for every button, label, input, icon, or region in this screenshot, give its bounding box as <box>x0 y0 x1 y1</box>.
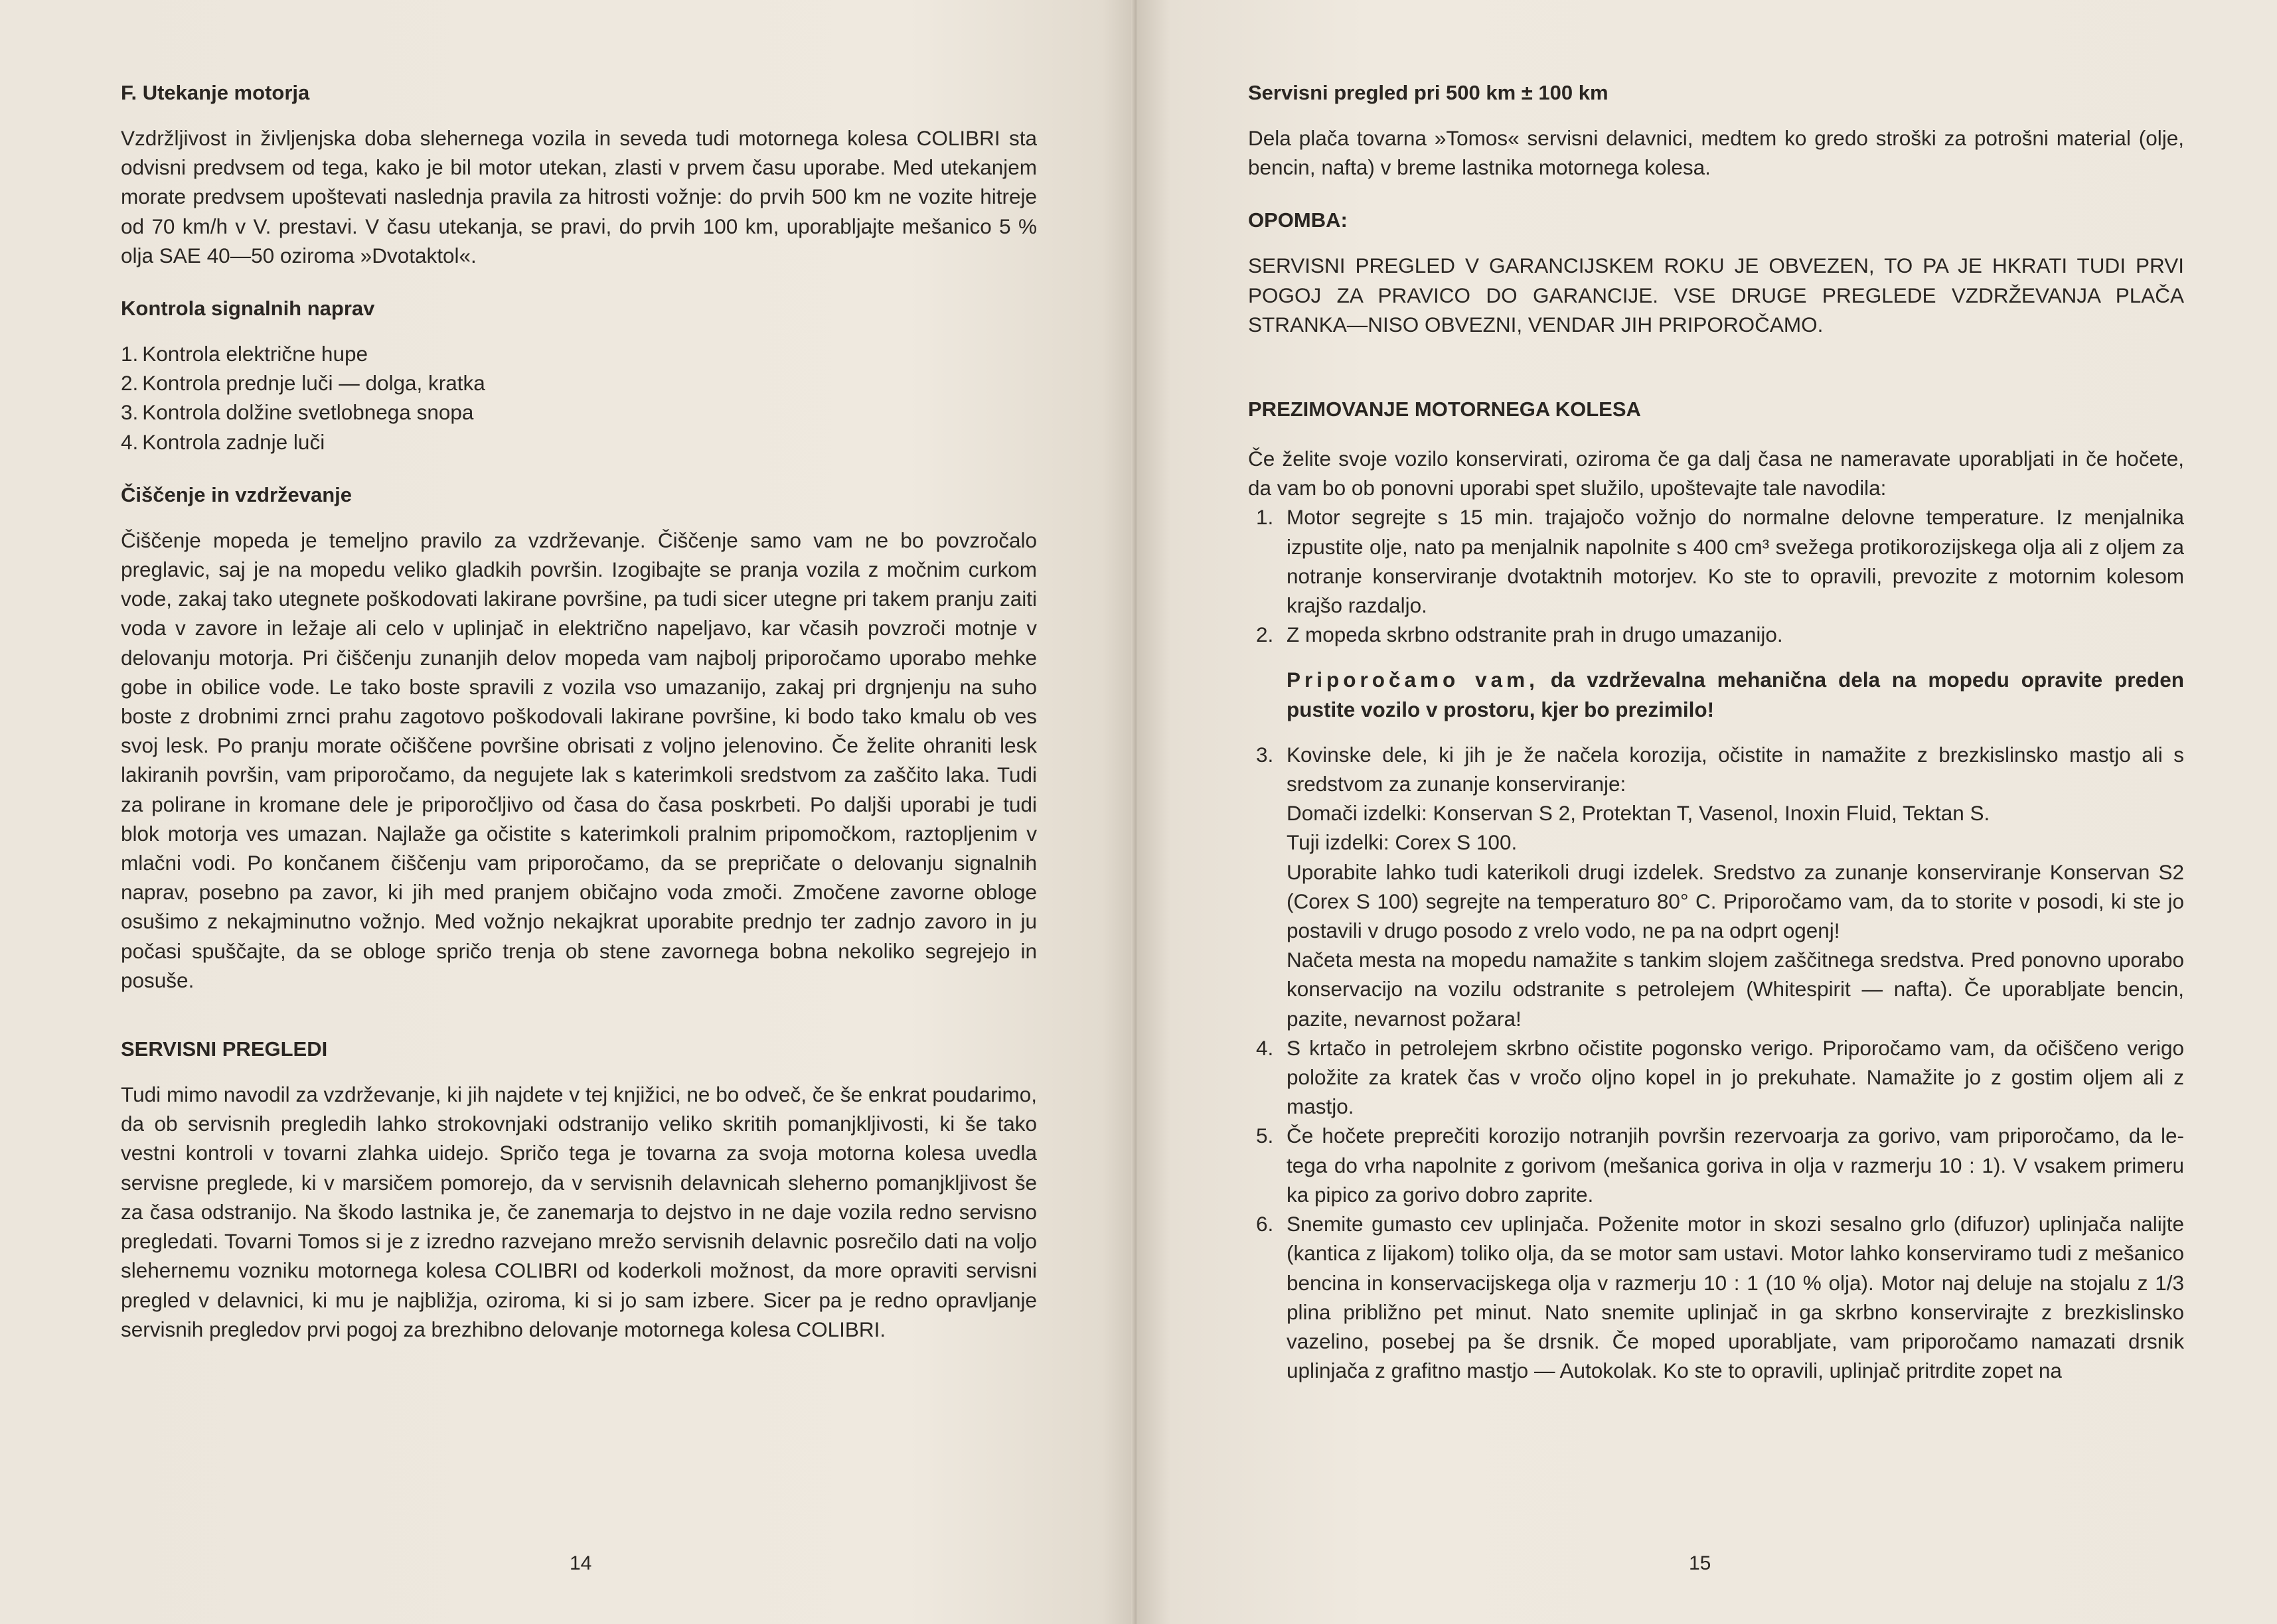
right-page <box>1137 0 2277 1624</box>
paragraph-service-500km: Dela plača tovarna »Tomos« servisni delavnici, medtem ko gredo stroški za potrošni material (olje, bencin, nafta) v breme lastnika motornega kolesa. <box>1248 126 2184 180</box>
recommendation-note: Priporočamo vam, da vzdrževalna mehanična dela na mopedu opravite preden pustite vozilo v prostoru, kjer bo prezimilo! <box>1287 668 2184 721</box>
list-item: 3. Kontrola dolžine svetlobnega snopa <box>121 400 474 425</box>
list-item-detail: Načeta mesta na mopedu namažite s tankim slojem zaščitnega sredstva. Pred ponovno uporabo konservacijo na vozilu odstranite s petrolejem (Whitespirit — nafta). Če uporabljate bencin, pazite, nevarnost požara! <box>1287 948 2184 1031</box>
list-item: 6. Snemite gumasto cev uplinjača. Poženite motor in skozi sesalno grlo (difuzor) uplinjača nalijte (kantica z lijakom) toliko olja, da se motor sam ustavi. Motor lahko konserviramo tudi z mešanico bencina in konservacijskega olja v razmerju 10 : 1 (10 % olja). Motor naj deluje na stojalu z 1/3 plina približno pet minut. Nato snemite uplinjač in ga skrbno konservirajte z brezkislinsko vazelino, posebej pa še drsnik. Če moped uporabljate, vam priporočamo namazati drsnik uplinjača z grafitno mastjo — Autokolak. Ko ste to opravili, uplinjač pritrdite zopet na <box>1256 1212 2184 1383</box>
winter-steps-b <box>1248 740 2184 1385</box>
heading-break-in: F. Utekanje motorja <box>121 81 310 104</box>
paragraph-break-in: Vzdržljivost in življenjska doba slehernega vozila in seveda tudi motornega kolesa COLIBRI sta odvisni predvsem od tega, kako je bil motor utekan, zlasti v prvem času uporabe. Med utekanjem morate predvsem upoštevati naslednja pravila za hitrosti vožnje: do prvih 500 km ne vozite hitreje od 70 km/h v V. prestavi. V času utekanja, se pravi, do prvih 100 km, uporabljajte mešanico 5 % olja SAE 40—50 oziroma »Dvotaktol«. <box>121 126 1037 267</box>
paragraph-note: SERVISNI PREGLED V GARANCIJSKEM ROKU JE OBVEZEN, TO PA JE HKRATI TUDI PRVI POGOJ ZA PRAVICO DO GARANCIJE. VSE DRUGE PREGLEDE VZDRŽEVANJA PLAČA STRANKA—NISO OBVEZNI, VENDAR JIH PRIPOROČAMO. <box>1248 254 2184 336</box>
winter-steps-a <box>1248 502 2184 649</box>
left-column <box>121 78 1037 1344</box>
paragraph-service-inspections: Tudi mimo navodil za vzdrževanje, ki jih najdete v tej knjižici, ne bo odveč, če še enkrat poudarimo, da ob servisnih pregledih lahko strokovnjaki odstranijo veliko skritih pomanjkljivosti, ki še tako vestni kontroli v tovarni zlahka uidejo. Spričo tega je tovarna za svoja motorna kolesa uvedla servisne preglede, ki v marsičem pomorejo, da v servisnih delavnicah sleherno pomanjkljivost še za časa odstranijo. Na škodo lastnika je, če zanemarja to dejstvo in ne daje vozila redno servisno pregledati. Tovarni Tomos si je z izredno razvejano mrežo servisnih delavnic posrečilo dati na voljo slehernemu vozniku motornega kolesa COLIBRI od koderkoli možnost, da more opraviti servisni pregled v delavnici, ki mu je najbližja, oziroma, ki si jo sam izbere. Sicer pa je redno opravljanje servisnih pregledov prvi pogoj za brezhibno delovanje motornega kolesa COLIBRI. <box>121 1082 1037 1341</box>
list-item: 5. Če hočete preprečiti korozijo notranjih površin rezervoarja za gorivo, vam priporočamo, da le-tega do vrha napolnite z gorivom (mešanica goriva in olja v razmerju 10 : 1). V vsakem primeru ka pipico za gorivo dobro zaprite. <box>1256 1124 2184 1207</box>
paragraph-winter-intro: Če želite svoje vozilo konservirati, oziroma če ga dalj časa ne nameravate uporabljati in če hočete, da vam bo ob ponovni uporabi spet služilo, upoštevajte tale navodila: <box>1248 447 2184 500</box>
heading-cleaning: Čiščenje in vzdrževanje <box>121 482 353 506</box>
heading-winter-storage: PREZIMOVANJE MOTORNEGA KOLESA <box>1248 398 1641 421</box>
list-item: 1. Motor segrejte s 15 min. trajajočo vožnjo do normalne delovne temperature. Iz menjalnika izpustite olje, nato pa menjalnik napolnite s 400 cm³ svežega protikorozijskega olja ali z oljem za notranje konserviranje dvotaktnih motorjev. Ko ste to opravili, prevozite z motornim kolesom krajšo razdaljo. <box>1256 505 2184 618</box>
list-item: 3. Kovinske dele, ki jih je že načela korozija, očistite in namažite z brezkislinsko mastjo ali s sredstvom za zunanje konserviranje: Domači izdelki: Konservan S 2, Protektan T, Vasenol, Inoxin Fluid, Tektan S. Tuji izdelki: Corex S 100. Uporabite lahko tudi katerikoli drugi izdelek. Sredstvo za zunanje konserviranje Konservan S2 (Corex S 100) segrejte na temperaturo 80° C. Priporočamo vam, da to storite v posodi, ki ste jo postavili v drugo posodo z vrelo vodo, ne pa na odprt ogenj! Načeta mesta na mopedu namažite s tankim slojem zaščitnega sredstva. Pred ponovno uporabo konservacijo na vozilu odstranite s petrolejem (Whitespirit — nafta). Če uporabljate bencin, pazite, nevarnost požara! <box>1248 740 2184 1033</box>
left-page <box>0 0 1137 1624</box>
heading-note: OPOMBA: <box>1248 208 1348 232</box>
list-item-detail: Uporabite lahko tudi katerikoli drugi izdelek. Sredstvo za zunanje konserviranje Konservan S2 (Corex S 100) segrejte na temperaturo 80° C. Priporočamo vam, da to storite v posodi, ki ste jo postavili v drugo posodo z vrelo vodo, ne pa na odprt ogenj! <box>1287 859 2184 943</box>
right-column <box>1248 78 2184 1385</box>
heading-signal-devices: Kontrola signalnih naprav <box>121 297 375 321</box>
list-item: 1. Kontrola električne hupe <box>121 342 368 366</box>
signal-checklist <box>121 339 1037 457</box>
list-item: 2. Z mopeda skrbno odstranite prah in drugo umazanijo. <box>1256 623 1783 647</box>
page-number-left: 14 <box>570 1552 592 1574</box>
list-item: 4. Kontrola zadnje luči <box>121 429 325 454</box>
list-item-detail: Domači izdelki: Konservan S 2, Protektan T, Vasenol, Inoxin Fluid, Tektan S. <box>1287 801 1990 826</box>
paragraph-cleaning: Čiščenje mopeda je temeljno pravilo za vzdrževanje. Čiščenje samo vam ne bo povzročalo preglavic, saj je na mopedu veliko gladkih površin. Izogibajte se pranja vozila z močnim curkom vode, zakaj tako utegnete poškodovati lakirane površine, pa tudi sicer utegne pri takem pranju zaiti voda v zavore in ležaje ali celo v uplinjač in električno napeljavo, kar včasih povzroči motnje v delovanju motorja. Pri čiščenju zunanjih delov mopeda vam najbolj priporočamo uporabo mehke gobe in obilice vode. Le tako boste spravili z vozila vso umazanijo, zakaj pri drgnjenju na suho boste z drobnimi zrnci prahu zagotovo poškodovali lakirane površine, ki bodo tako kmalu ob ves svoj lesk. Po pranju morate očiščene površine obrisati z voljno jelenovino. Če želite ohraniti lesk lakiranih površin, vam priporočamo, da negujete lak s katerimkoli sredstvom za zaščito laka. Tudi za polirane in kromane dele je priporočljivo od časa do časa poskrbeti. Po daljši uporabi je tudi blok motorja ves umazan. Najlaže ga očistite s katerimkoli pralnim pripomočkom, raztopljenim v mlačni vodi. Po končanem čiščenju vam priporočamo, da se prepričate o delovanju signalnih naprav, posebno pa zavor, ki jih med pranjem običajno voda zmoči. Zmočene zavorne obloge osušimo z nekajminutno vožnjo. Med vožnjo nekajkrat uporabite prednjo ter zadnjo zavoro in ju počasi spuščajte, da se obloge spričo trenja ob stene zavornega bobna nekoliko segrejejo in posuše. <box>121 528 1037 992</box>
list-item-detail: Tuji izdelki: Corex S 100. <box>1287 830 1518 855</box>
heading-service-inspections: SERVISNI PREGLEDI <box>121 1037 328 1061</box>
list-item: 2. Kontrola prednje luči — dolga, kratka <box>121 371 485 396</box>
list-item: 4. S krtačo in petrolejem skrbno očistite pogonsko verigo. Priporočamo vam, da očiščeno verigo položite za kratek čas v vročo oljno kopel in jo prekuhate. Namažite jo z gostim oljem ali z mastjo. <box>1256 1035 2184 1119</box>
heading-service-500km: Servisni pregled pri 500 km ± 100 km <box>1248 81 1609 104</box>
page-number-right: 15 <box>1689 1552 1711 1574</box>
